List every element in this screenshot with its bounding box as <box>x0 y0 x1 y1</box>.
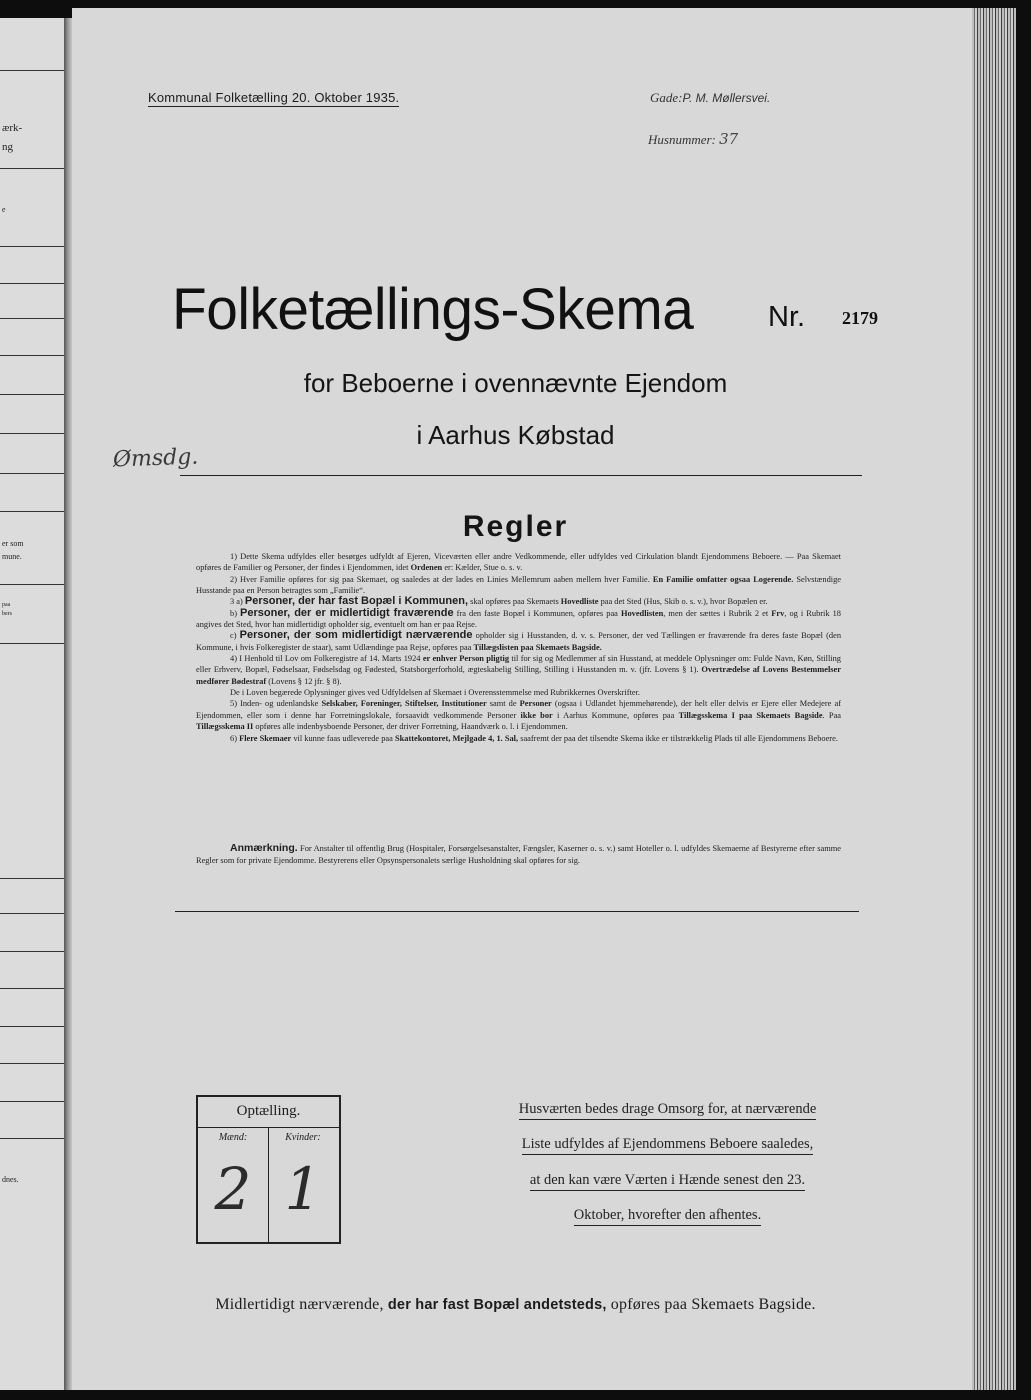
ruled-line <box>0 318 64 319</box>
rule-6: 6) Flere Skemaer vil kunne faas udleverede paa Skattekontoret, Mejlgade 4, 1. Sal, saafremt der paa det tilsendte Skema ikke er tilstrækkelig Plads til alle Ejendommens Beboere. <box>230 733 838 743</box>
ruled-line <box>0 1063 64 1064</box>
street-field <box>650 90 770 106</box>
form-title: Folketællings-Skema <box>172 277 694 342</box>
margin-fragment: ærk- <box>2 122 23 134</box>
men-count: 2 <box>214 1155 252 1223</box>
count-box <box>196 1095 341 1244</box>
ruled-line <box>0 951 64 952</box>
men-label: Mænd: <box>218 1132 248 1143</box>
margin-fragment: bers <box>2 611 12 617</box>
notice-line: Oktober, hvorefter den afhentes. <box>495 1207 840 1224</box>
divider-line <box>180 475 862 476</box>
rule-4: 4) I Henhold til Lov om Folkeregistre af 14. Marts 1924 er enhver Person pligtig til for sig og Medlemmer af sin Husstand, at meddele Oplysninger om: Fulde Navn, Køn, Stilling eller Erhverv, Bopæl, Fødselsaar, Fødselsdag og Fødested, Statsborgerforhold, ægteskabelig Stilling, Stilling i Husstanden m. v. (jfr. Lovens § 1). Overtrædelse af Lovens Bestemmelser medfører Bødestraf (Lovens § 12 jfr. § 8). <box>196 654 841 686</box>
handwritten-district: Ømsdg. <box>112 444 199 473</box>
rule-3b: b) Personer, der er midlertidigt fraværende fra den faste Bopæl i Kommunen, opføres paa Hovedlisten, men der sættes i Rubrik 2 et Frv, og i Rubrik 18 angives det Sted, hvor han midlertidigt opholder sig, eventuelt om han er paa Rejse. <box>196 606 841 630</box>
ruled-line <box>0 355 64 356</box>
count-title: Optælling. <box>236 1103 301 1119</box>
house-number-field <box>648 130 738 148</box>
ruled-line <box>0 246 64 247</box>
ruled-line <box>0 988 64 989</box>
margin-fragment: e <box>2 205 6 214</box>
ruled-line <box>0 878 64 879</box>
rule-3a: 3 a) Personer, der har fast Bopæl i Kommunen, skal opføres paa Skemaets Hovedliste paa det Sted (Hus, Skib o. s. v.), hvor Bopælen er. <box>230 595 768 608</box>
rule-2: 2) Hver Familie opføres for sig paa Skemaet, og saaledes at der lades en Linies Mellemrum aaben mellem hver Familie. En Familie omfatter ogsaa Logerende. Selvstændige Husstande paa en Person betragtes som „Familie“. <box>196 574 841 596</box>
rule-4-note: De i Loven begærede Oplysninger gives ved Udfyldelsen af Skemaet i Overensstemmelse med Rubrikkernes Overskrifter. <box>230 688 641 698</box>
ruled-line <box>0 70 64 71</box>
previous-page-edge <box>0 18 64 1390</box>
ruled-line <box>0 584 64 585</box>
divider-line <box>175 911 859 912</box>
ruled-line <box>0 168 64 169</box>
ruled-line <box>0 473 64 474</box>
stacked-page-edges <box>972 8 1016 1390</box>
rule-5: 5) Inden- og udenlandske Selskaber, Foreninger, Stiftelser, Institutioner samt de Personer (ogsaa i Udlandet hjemmehørende), der helt eller delvis er Ejere eller Medejere af Ejendommen, eller som i denne har Forretningslokale, forsaavidt vedkommende Personer ikke bor i Aarhus Kommune, opføres paa Tillægsskema I paa Skemaets Bagside. Paa Tillægsskema II opføres alle indenbysboende Personer, der driver Forretning, Haandværk o. l. i Ejendommen. <box>196 699 841 732</box>
house-number-value: 37 <box>719 130 739 148</box>
ruled-line <box>0 913 64 914</box>
book-gutter <box>64 18 72 1390</box>
margin-fragment: mune. <box>2 552 22 561</box>
ruled-line <box>0 643 64 644</box>
form-number-value: 2179 <box>842 308 878 328</box>
ruled-line <box>0 1101 64 1102</box>
margin-fragment: paa <box>2 602 11 608</box>
margin-fragment: er som <box>2 539 24 548</box>
remark-paragraph <box>196 843 841 866</box>
street-value: P. M. Møllersvei. <box>682 91 771 105</box>
ruled-line <box>0 1138 64 1139</box>
notice-line: Husværten bedes drage Omsorg for, at nærværende <box>495 1101 840 1118</box>
notice-line: Liste udfyldes af Ejendommens Beboere saaledes, <box>495 1136 840 1153</box>
census-header: Kommunal Folketælling 20. Oktober 1935. <box>148 90 400 105</box>
remark-label: Anmærkning. <box>230 842 298 854</box>
subtitle-residents: for Beboerne i ovennævnte Ejendom <box>303 368 728 398</box>
rule-1: 1) Dette Skema udfyldes eller besørges udfyldt af Ejeren, Viceværten eller andre Vedkommende, eller udfyldes ved Cirkulation blandt Ejendommens Beboere. — Paa Skemaet opføres de Familier og Personer, der findes i Ejendommen, idet Ordenen er: Kælder, Stue o. s. v. <box>196 552 841 573</box>
margin-fragment: dnes. <box>2 1175 19 1184</box>
women-count: 1 <box>284 1155 322 1223</box>
street-label: Gade: <box>650 90 683 105</box>
footer-note: Midlertidigt nærværende, der har fast Bopæl andetsteds, opføres paa Skemaets Bagside. <box>215 1296 816 1313</box>
remark-text: For Anstalter til offentlig Brug (Hospitaler, Forsørgelsesanstalter, Fængsler, Kaserner o. s. v.) samt Hoteller o. l. udfyldes Skemaerne af Bestyrerne efter samme Regler som for private Ejendomme. Bestyrerens eller Opsynspersonalets særlige Husholdning skal opføres for sig. <box>196 844 841 865</box>
rule-3c: c) Personer, der som midlertidigt nærværende opholder sig i Husstanden, d. v. s. Personer, der ved Tællingen er fraværende fra deres faste Bopæl (den Kommune, i hvis Folkeregister de staar), samt Udlændinge paa Rejse, opføres paa Tillægslisten paa Skemaets Bagside. <box>196 629 842 652</box>
margin-fragment: ng <box>2 141 13 153</box>
ruled-line <box>0 283 64 284</box>
form-number-label: Nr. <box>768 301 806 333</box>
women-label: Kvinder: <box>285 1132 321 1143</box>
rules-text <box>196 551 841 744</box>
house-number-label: Husnummer: <box>648 132 716 147</box>
notice-line: at den kan være Værten i Hænde senest den 23. <box>495 1172 840 1189</box>
ruled-line <box>0 1026 64 1027</box>
rules-heading: Regler <box>462 510 569 543</box>
subtitle-city: i Aarhus Købstad <box>416 420 615 450</box>
